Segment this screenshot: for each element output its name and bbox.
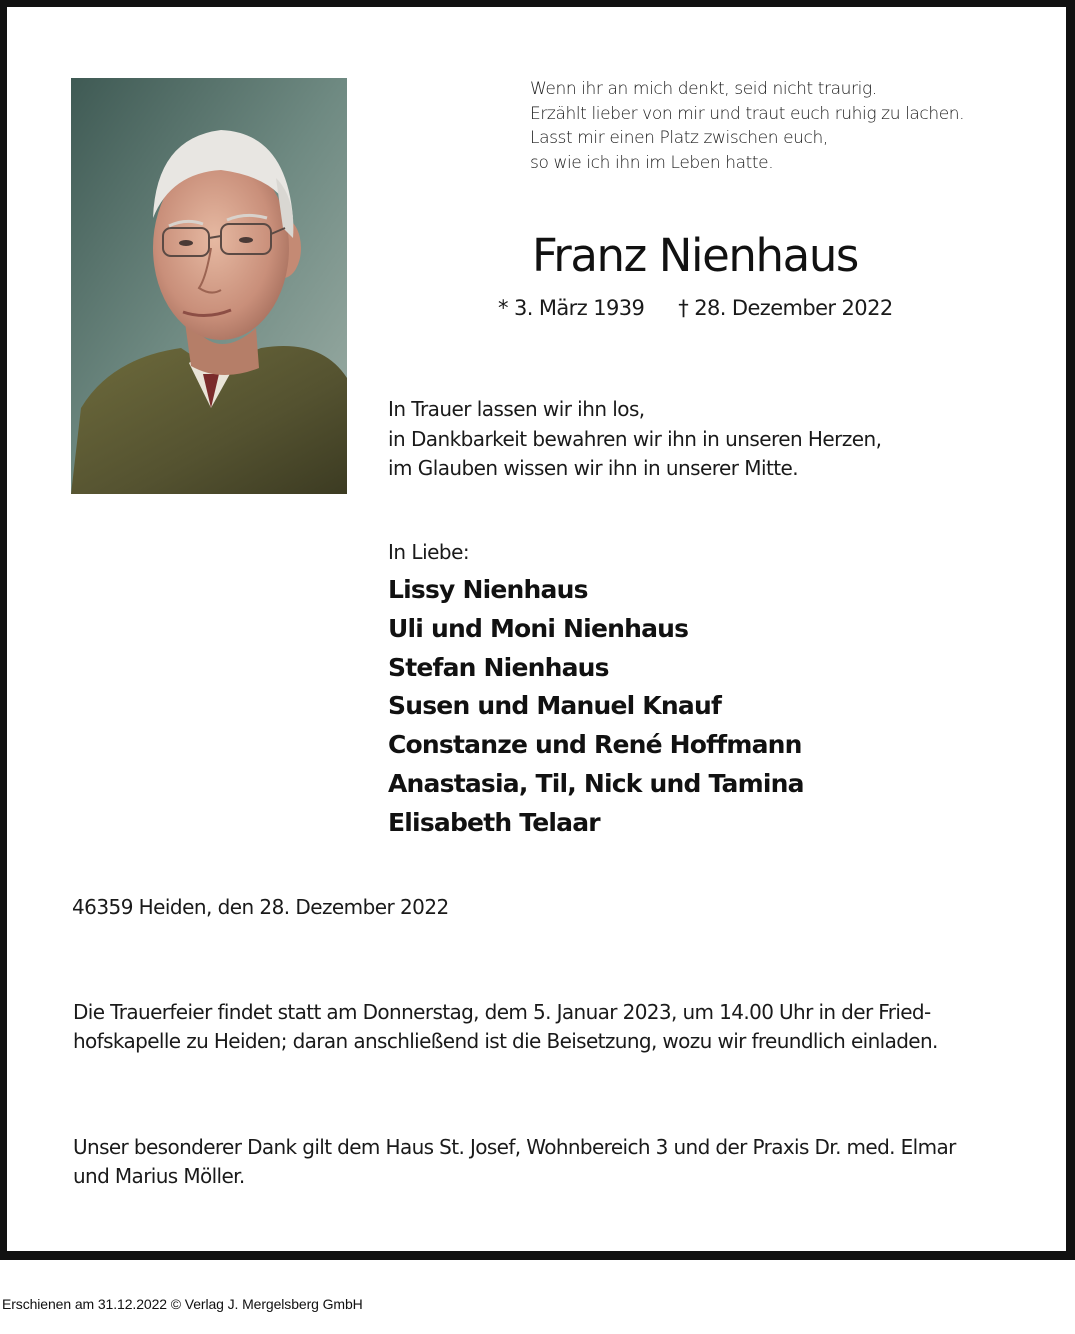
poem: [530, 77, 1050, 175]
funeral-notice: [73, 998, 1003, 1055]
deceased-name: Franz Nienhaus: [532, 229, 858, 282]
poem-line: so wie ich ihn im Leben hatte.: [530, 152, 774, 173]
family-member: Constanze und René Hoffmann: [388, 730, 802, 760]
place-date: 46359 Heiden, den 28. Dezember 2022: [72, 895, 449, 919]
thanks-note: [73, 1133, 1003, 1190]
life-dates: [498, 294, 893, 322]
family-member: Uli und Moni Nienhaus: [388, 613, 689, 643]
mourning-line: in Dankbarkeit bewahren wir ihn in unseren Herzen,: [388, 426, 882, 451]
family-member: Stefan Nienhaus: [388, 652, 609, 682]
family-member: Susen und Manuel Knauf: [388, 691, 722, 721]
funeral-notice-line: Die Trauerfeier findet statt am Donnerstag, dem 5. Januar 2023, um 14.00 Uhr in der Fried-: [73, 1000, 931, 1024]
family-member: Anastasia, Til, Nick und Tamina: [388, 768, 804, 798]
mourning-line: im Glauben wissen wir ihn in unserer Mitte.: [388, 456, 799, 480]
thanks-line: Unser besonderer Dank gilt dem Haus St. Josef, Wohnbereich 3 und der Praxis Dr. med. Elmar: [73, 1135, 956, 1159]
in-love-label: In Liebe:: [388, 540, 470, 564]
poem-line: Lasst mir einen Platz zwischen euch,: [530, 128, 828, 149]
portrait-photo: [71, 78, 347, 494]
poem-line: Wenn ihr an mich denkt, seid nicht traurig.: [530, 79, 877, 99]
death-date: † 28. Dezember 2022: [678, 296, 893, 320]
family-list: [388, 571, 804, 843]
poem-line: Erzählt lieber von mir und traut euch ruhig zu lachen.: [530, 103, 965, 124]
mourning-line: In Trauer lassen wir ihn los,: [388, 397, 645, 421]
funeral-notice-line: hofskapelle zu Heiden; daran anschließend ist die Beisetzung, wozu wir freundlich einladen.: [73, 1028, 938, 1053]
family-member: Lissy Nienhaus: [388, 575, 588, 604]
mourning-text: [388, 395, 881, 484]
birth-date: * 3. März 1939: [498, 296, 645, 320]
thanks-line: und Marius Möller.: [73, 1163, 245, 1188]
publication-footer: Erschienen am 31.12.2022 © Verlag J. Mergelsberg GmbH: [2, 1296, 363, 1312]
family-member: Elisabeth Telaar: [388, 807, 600, 837]
